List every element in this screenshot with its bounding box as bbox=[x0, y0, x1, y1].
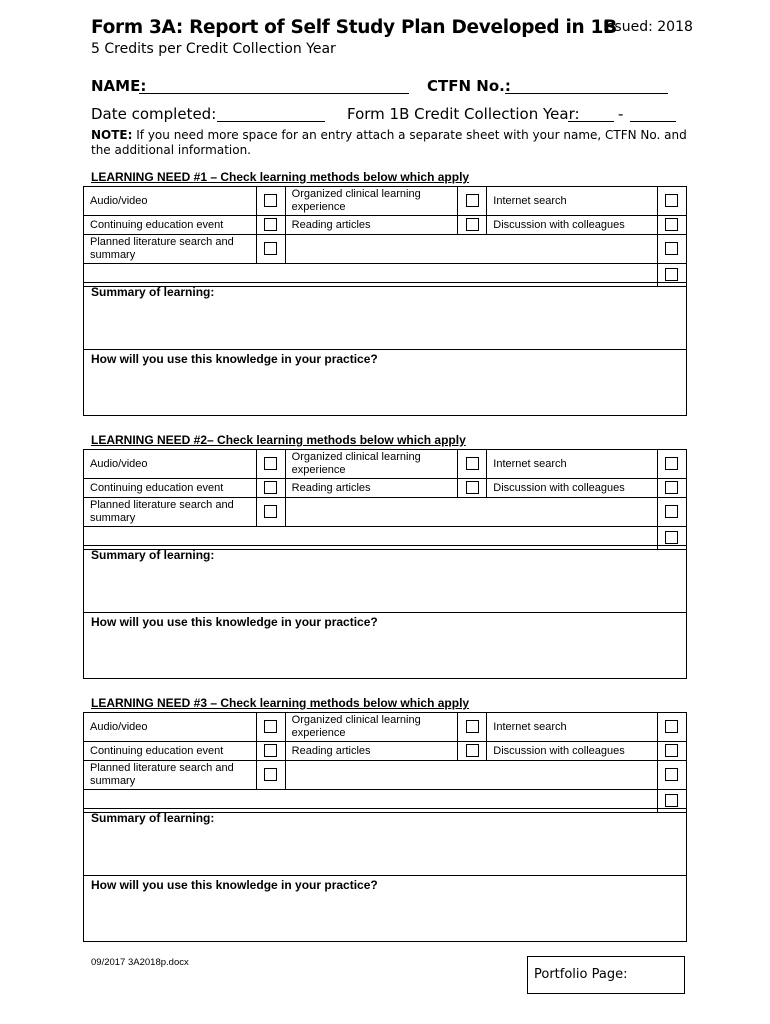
method-label: Discussion with colleagues bbox=[487, 216, 658, 235]
form-title: Form 3A: Report of Self Study Plan Developed in 1B bbox=[91, 17, 617, 38]
methods-row bbox=[84, 761, 687, 790]
methods-row bbox=[84, 479, 687, 498]
collection-year-separator: - bbox=[618, 105, 624, 123]
other-method-a-checkbox[interactable] bbox=[665, 768, 678, 781]
method-label: Internet search bbox=[487, 450, 658, 479]
collection-year-label: Form 1B Credit Collection Year: bbox=[347, 105, 580, 123]
note-body: If you need more space for an entry attach a separate sheet with your name, CTFN No. and the additional information. bbox=[91, 128, 687, 157]
method-label: Organized clinical learning experience bbox=[285, 450, 458, 479]
discussion-colleagues-cell bbox=[657, 742, 686, 761]
knowledge-use-field[interactable] bbox=[84, 349, 686, 415]
other-method-field[interactable] bbox=[285, 761, 657, 790]
method-label: Discussion with colleagues bbox=[487, 742, 658, 761]
internet-search-cell bbox=[657, 713, 686, 742]
discussion-colleagues-checkbox[interactable] bbox=[665, 481, 678, 494]
summary-of-learning-field[interactable] bbox=[84, 808, 686, 875]
audio-video-cell bbox=[256, 450, 285, 479]
method-label: Internet search bbox=[487, 187, 658, 216]
document-reference: 09/2017 3A2018p.docx bbox=[91, 957, 189, 968]
other-method-a-cell bbox=[657, 761, 686, 790]
note-label: NOTE: bbox=[91, 128, 133, 142]
reading-articles-checkbox[interactable] bbox=[466, 481, 479, 494]
reading-articles-cell bbox=[458, 742, 487, 761]
form-subtitle: 5 Credits per Credit Collection Year bbox=[91, 41, 336, 57]
learning-methods-table bbox=[83, 712, 687, 813]
audio-video-checkbox[interactable] bbox=[264, 457, 277, 470]
methods-row bbox=[84, 235, 687, 264]
continuing-education-cell bbox=[256, 216, 285, 235]
planned-literature-cell bbox=[256, 235, 285, 264]
portfolio-page-box[interactable] bbox=[527, 956, 685, 994]
planned-literature-checkbox[interactable] bbox=[264, 768, 277, 781]
name-field[interactable] bbox=[139, 93, 409, 94]
knowledge-use-label: How will you use this knowledge in your practice? bbox=[91, 878, 378, 892]
internet-search-checkbox[interactable] bbox=[665, 457, 678, 470]
internet-search-cell bbox=[657, 450, 686, 479]
note-text bbox=[91, 128, 691, 158]
ctfn-label: CTFN No.: bbox=[427, 77, 511, 95]
reading-articles-checkbox[interactable] bbox=[466, 744, 479, 757]
collection-year-start-field[interactable] bbox=[568, 121, 614, 122]
audio-video-cell bbox=[256, 713, 285, 742]
method-label: Continuing education event bbox=[84, 742, 257, 761]
organized-clinical-checkbox[interactable] bbox=[466, 457, 479, 470]
method-label: Reading articles bbox=[285, 479, 458, 498]
method-label: Discussion with colleagues bbox=[487, 479, 658, 498]
continuing-education-checkbox[interactable] bbox=[264, 481, 277, 494]
name-label: NAME: bbox=[91, 77, 147, 95]
learning-need-title-text: LEARNING NEED #1 – Check learning methods below which apply bbox=[91, 170, 470, 184]
discussion-colleagues-cell bbox=[657, 479, 686, 498]
summary-of-learning-field[interactable] bbox=[84, 545, 686, 612]
learning-need-title bbox=[91, 433, 466, 447]
method-label: Continuing education event bbox=[84, 479, 257, 498]
date-completed-field[interactable] bbox=[217, 121, 325, 122]
method-label: Planned literature search and summary bbox=[84, 498, 257, 527]
internet-search-checkbox[interactable] bbox=[665, 194, 678, 207]
summary-of-learning-label: Summary of learning: bbox=[91, 811, 215, 825]
discussion-colleagues-checkbox[interactable] bbox=[665, 744, 678, 757]
method-label: Continuing education event bbox=[84, 216, 257, 235]
other-method-b-checkbox[interactable] bbox=[665, 531, 678, 544]
reading-articles-cell bbox=[458, 479, 487, 498]
internet-search-cell bbox=[657, 187, 686, 216]
methods-row bbox=[84, 216, 687, 235]
other-method-a-cell bbox=[657, 235, 686, 264]
other-method-a-cell bbox=[657, 498, 686, 527]
method-label: Planned literature search and summary bbox=[84, 761, 257, 790]
method-label: Audio/video bbox=[84, 713, 257, 742]
collection-year-end-field[interactable] bbox=[630, 121, 676, 122]
learning-methods-table bbox=[83, 449, 687, 550]
method-label: Planned literature search and summary bbox=[84, 235, 257, 264]
learning-summary-area bbox=[83, 282, 687, 416]
discussion-colleagues-checkbox[interactable] bbox=[665, 218, 678, 231]
learning-methods-table bbox=[83, 186, 687, 287]
summary-of-learning-label: Summary of learning: bbox=[91, 548, 215, 562]
audio-video-checkbox[interactable] bbox=[264, 194, 277, 207]
organized-clinical-cell bbox=[458, 187, 487, 216]
reading-articles-cell bbox=[458, 216, 487, 235]
other-method-b-checkbox[interactable] bbox=[665, 794, 678, 807]
method-label: Internet search bbox=[487, 713, 658, 742]
other-method-field[interactable] bbox=[285, 235, 657, 264]
knowledge-use-field[interactable] bbox=[84, 875, 686, 941]
internet-search-checkbox[interactable] bbox=[665, 720, 678, 733]
other-method-a-checkbox[interactable] bbox=[665, 242, 678, 255]
methods-row bbox=[84, 713, 687, 742]
continuing-education-checkbox[interactable] bbox=[264, 218, 277, 231]
knowledge-use-label: How will you use this knowledge in your practice? bbox=[91, 615, 378, 629]
learning-need-title bbox=[91, 170, 469, 184]
organized-clinical-checkbox[interactable] bbox=[466, 720, 479, 733]
continuing-education-cell bbox=[256, 479, 285, 498]
ctfn-field[interactable] bbox=[505, 93, 668, 94]
planned-literature-checkbox[interactable] bbox=[264, 242, 277, 255]
organized-clinical-checkbox[interactable] bbox=[466, 194, 479, 207]
portfolio-page-label: Portfolio Page: bbox=[534, 967, 628, 982]
method-label: Organized clinical learning experience bbox=[285, 713, 458, 742]
planned-literature-cell bbox=[256, 498, 285, 527]
method-label: Organized clinical learning experience bbox=[285, 187, 458, 216]
learning-need-title-text: LEARNING NEED #3 – Check learning methods below which apply bbox=[91, 696, 470, 710]
methods-row bbox=[84, 450, 687, 479]
method-label: Reading articles bbox=[285, 742, 458, 761]
summary-of-learning-field[interactable] bbox=[84, 282, 686, 349]
audio-video-checkbox[interactable] bbox=[264, 720, 277, 733]
methods-row bbox=[84, 742, 687, 761]
method-label: Reading articles bbox=[285, 216, 458, 235]
continuing-education-checkbox[interactable] bbox=[264, 744, 277, 757]
other-method-field[interactable] bbox=[285, 498, 657, 527]
method-label: Audio/video bbox=[84, 187, 257, 216]
learning-need-title bbox=[91, 696, 469, 710]
organized-clinical-cell bbox=[458, 450, 487, 479]
date-completed-label: Date completed: bbox=[91, 105, 217, 123]
method-label: Audio/video bbox=[84, 450, 257, 479]
planned-literature-cell bbox=[256, 761, 285, 790]
other-method-b-checkbox[interactable] bbox=[665, 268, 678, 281]
discussion-colleagues-cell bbox=[657, 216, 686, 235]
learning-summary-area bbox=[83, 545, 687, 679]
continuing-education-cell bbox=[256, 742, 285, 761]
methods-row bbox=[84, 498, 687, 527]
organized-clinical-cell bbox=[458, 713, 487, 742]
knowledge-use-field[interactable] bbox=[84, 612, 686, 678]
issued-date: Issued: 2018 bbox=[603, 19, 693, 35]
learning-summary-area bbox=[83, 808, 687, 942]
methods-row bbox=[84, 187, 687, 216]
audio-video-cell bbox=[256, 187, 285, 216]
knowledge-use-label: How will you use this knowledge in your practice? bbox=[91, 352, 378, 366]
summary-of-learning-label: Summary of learning: bbox=[91, 285, 215, 299]
reading-articles-checkbox[interactable] bbox=[466, 218, 479, 231]
planned-literature-checkbox[interactable] bbox=[264, 505, 277, 518]
other-method-a-checkbox[interactable] bbox=[665, 505, 678, 518]
learning-need-title-text: LEARNING NEED #2– Check learning methods below which apply bbox=[91, 433, 466, 447]
